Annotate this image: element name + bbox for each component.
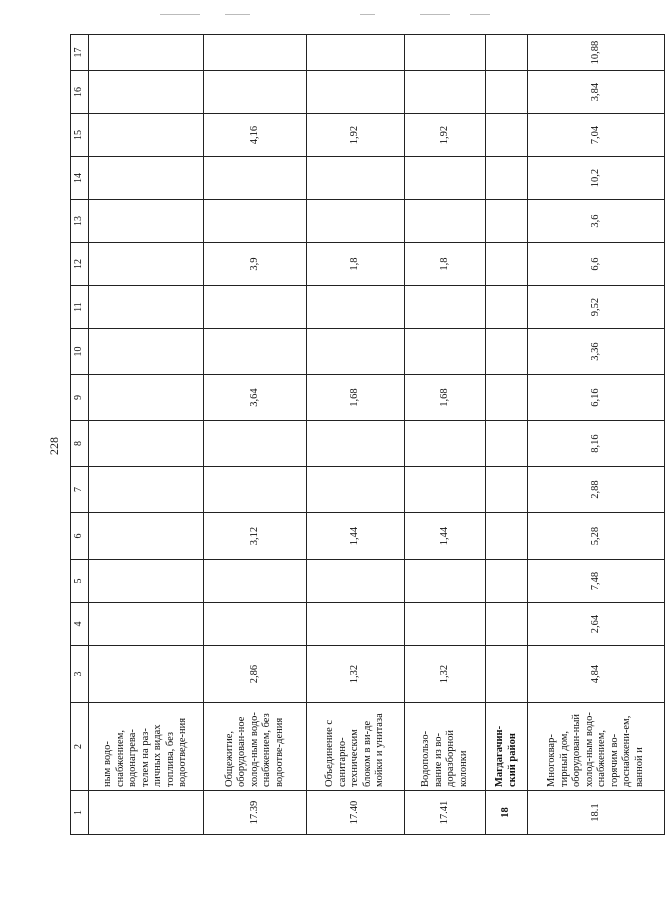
value-cell: 6,6 (528, 243, 665, 286)
value-cell (307, 603, 405, 646)
header-cell: 3 (71, 646, 89, 703)
value-cell (89, 646, 204, 703)
value-cell: 1,68 (405, 375, 486, 421)
value-cell (89, 35, 204, 71)
value-cell (486, 513, 528, 560)
value-cell (89, 513, 204, 560)
value-cell (486, 286, 528, 329)
value-cell: 6,16 (528, 375, 665, 421)
header-cell: 14 (71, 157, 89, 200)
value-cell: 10,2 (528, 157, 665, 200)
table-row (405, 35, 486, 835)
value-cell (204, 329, 307, 375)
value-cell (486, 114, 528, 157)
value-cell (204, 35, 307, 71)
row-code: 17.41 (405, 791, 486, 835)
value-cell (486, 421, 528, 467)
value-cell: 5,28 (528, 513, 665, 560)
value-cell (486, 375, 528, 421)
value-cell: 3,12 (204, 513, 307, 560)
value-cell (307, 35, 405, 71)
header-row (71, 35, 89, 835)
value-cell (486, 467, 528, 513)
table-row-district (486, 35, 528, 835)
value-cell (307, 200, 405, 243)
value-cell: 8,16 (528, 421, 665, 467)
value-cell (486, 157, 528, 200)
header-cell: 12 (71, 243, 89, 286)
rotated-table-container (70, 40, 645, 835)
row-code (89, 791, 204, 835)
value-cell (486, 560, 528, 603)
value-cell: 3,9 (204, 243, 307, 286)
value-cell (307, 421, 405, 467)
row-description: Объединение с санитарно-техническим блоком в ви-де мойки и унитаза (307, 703, 405, 791)
value-cell (204, 71, 307, 114)
value-cell (89, 560, 204, 603)
value-cell (204, 286, 307, 329)
tariff-table (70, 34, 665, 835)
value-cell (307, 560, 405, 603)
value-cell (486, 603, 528, 646)
value-cell: 4,16 (204, 114, 307, 157)
value-cell (307, 157, 405, 200)
value-cell (486, 71, 528, 114)
value-cell (405, 467, 486, 513)
value-cell: 3,84 (528, 71, 665, 114)
value-cell: 3,64 (204, 375, 307, 421)
value-cell (89, 243, 204, 286)
value-cell: 1,44 (405, 513, 486, 560)
value-cell: 2,64 (528, 603, 665, 646)
value-cell (405, 560, 486, 603)
row-description: Водопользо-вание из во-доразборной колонки (405, 703, 486, 791)
value-cell (89, 200, 204, 243)
value-cell (89, 114, 204, 157)
value-cell (89, 157, 204, 200)
value-cell: 1,92 (307, 114, 405, 157)
value-cell: 1,8 (405, 243, 486, 286)
value-cell: 3,6 (528, 200, 665, 243)
value-cell (204, 200, 307, 243)
header-cell: 11 (71, 286, 89, 329)
value-cell: 3,36 (528, 329, 665, 375)
table-row (307, 35, 405, 835)
value-cell (307, 467, 405, 513)
row-description: Многоквар-тирный дом, оборудован-ный холод-ным водо-снабжением, горячим во-доснабжени-ем, ванной и (528, 703, 665, 791)
header-cell: 17 (71, 35, 89, 71)
value-cell (405, 71, 486, 114)
header-cell: 7 (71, 467, 89, 513)
value-cell (307, 71, 405, 114)
value-cell (486, 329, 528, 375)
header-cell: 6 (71, 513, 89, 560)
table-row (528, 35, 665, 835)
value-cell (405, 603, 486, 646)
page-number: 228 (47, 437, 61, 455)
value-cell: 7,48 (528, 560, 665, 603)
value-cell (89, 467, 204, 513)
value-cell: 1,44 (307, 513, 405, 560)
value-cell (405, 421, 486, 467)
value-cell: 2,86 (204, 646, 307, 703)
header-cell: 13 (71, 200, 89, 243)
table-row (89, 35, 204, 835)
value-cell: 1,92 (405, 114, 486, 157)
value-cell (89, 71, 204, 114)
row-code: 18 (486, 791, 528, 835)
value-cell (405, 286, 486, 329)
value-cell: 1,8 (307, 243, 405, 286)
value-cell (204, 560, 307, 603)
row-code: 18.1 (528, 791, 665, 835)
value-cell (405, 157, 486, 200)
header-cell: 1 (71, 791, 89, 835)
value-cell (307, 286, 405, 329)
value-cell (486, 200, 528, 243)
row-description: Общежитие, оборудован-ное холод-ным водо-снабжением, без водоотве-дения (204, 703, 307, 791)
header-cell: 5 (71, 560, 89, 603)
value-cell (405, 329, 486, 375)
value-cell (204, 421, 307, 467)
header-cell: 4 (71, 603, 89, 646)
header-cell: 8 (71, 421, 89, 467)
value-cell (486, 243, 528, 286)
value-cell (89, 603, 204, 646)
value-cell (89, 286, 204, 329)
row-description: Магдагачин-ский район (486, 703, 528, 791)
value-cell (89, 375, 204, 421)
value-cell (486, 35, 528, 71)
value-cell (89, 329, 204, 375)
header-cell: 9 (71, 375, 89, 421)
value-cell (204, 157, 307, 200)
table-row (204, 35, 307, 835)
value-cell (204, 603, 307, 646)
row-code: 17.40 (307, 791, 405, 835)
value-cell: 1,32 (405, 646, 486, 703)
value-cell: 4,84 (528, 646, 665, 703)
value-cell: 10,88 (528, 35, 665, 71)
value-cell: 9,52 (528, 286, 665, 329)
value-cell: 1,32 (307, 646, 405, 703)
header-cell: 16 (71, 71, 89, 114)
value-cell: 1,68 (307, 375, 405, 421)
header-cell: 15 (71, 114, 89, 157)
value-cell (307, 329, 405, 375)
value-cell (405, 200, 486, 243)
row-description: ным водо-снабжением, водонагрева-телем на раз-личных видах топлива, без водоотведе-ния (89, 703, 204, 791)
header-cell: 2 (71, 703, 89, 791)
value-cell: 2,88 (528, 467, 665, 513)
value-cell (89, 421, 204, 467)
header-cell: 10 (71, 329, 89, 375)
value-cell (204, 467, 307, 513)
value-cell (405, 35, 486, 71)
value-cell (486, 646, 528, 703)
value-cell: 7,04 (528, 114, 665, 157)
row-code: 17.39 (204, 791, 307, 835)
